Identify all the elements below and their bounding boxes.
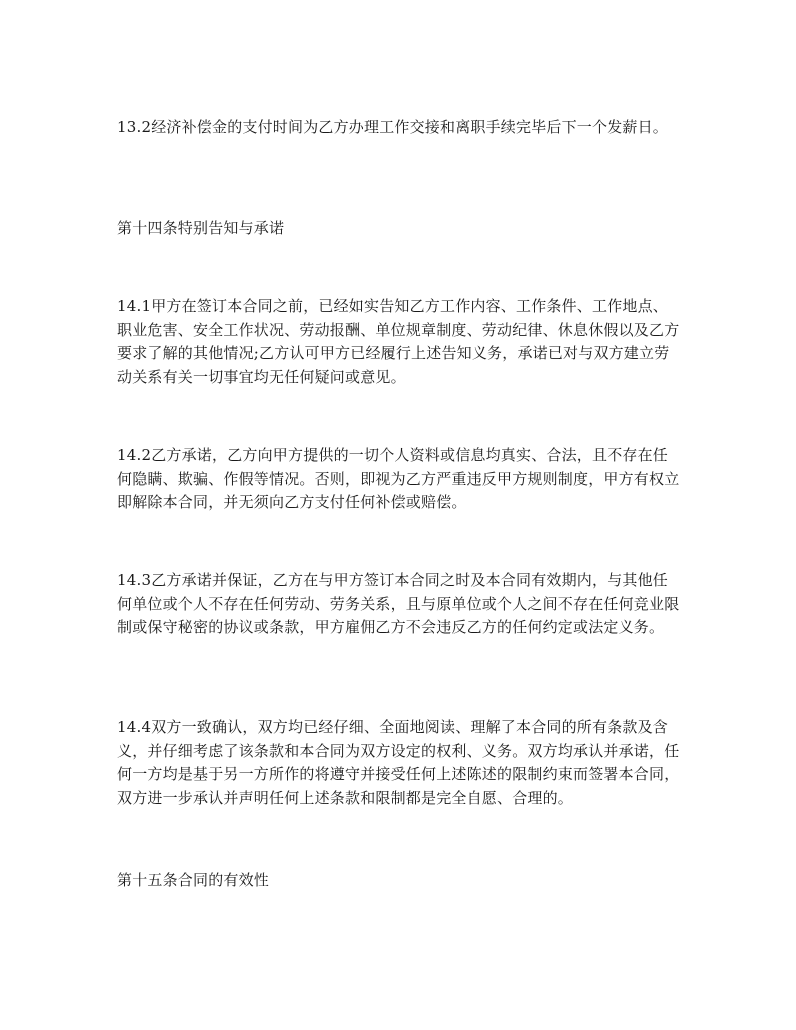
clause-14-4-paragraph: 14.4双方一致确认，双方均已经仔细、全面地阅读、理解了本合同的所有条款及含义，并仔细考虑了该条款和本合同为双方设定的权利、义务。双方均承认并承诺，任何一方均是基于另一方所作的将遵守并接受任何上述陈述的限制约束而签署本合同，双方进一步承认并声明任何上述条款和限制都是完全自愿、合理的。: [117, 718, 680, 807]
clause-13-2-paragraph: 13.2经济补偿金的支付时间为乙方办理工作交接和离职手续完毕后下一个发薪日。: [117, 118, 669, 136]
clause-14-1-paragraph: 14.1甲方在签订本合同之前，已经如实告知乙方工作内容、工作条件、工作地点、职业危害、安全工作状况、劳动报酬、单位规章制度、劳动纪律、休息休假以及乙方要求了解的其他情况;乙方认可甲方已经履行上述告知义务，承诺已对与双方建立劳动关系有关一切事宜均无任何疑问或意见。: [117, 297, 680, 386]
article-15-heading: 第十五条合同的有效性: [117, 871, 270, 889]
article-14-heading: 第十四条特别告知与承诺: [117, 219, 285, 237]
clause-14-3-paragraph: 14.3乙方承诺并保证，乙方在与甲方签订本合同之时及本合同有效期内，与其他任何单位或个人不存在任何劳动、劳务关系，且与原单位或个人之间不存在任何竞业限制或保守秘密的协议或条款，甲方雇佣乙方不会违反乙方的任何约定或法定义务。: [117, 571, 680, 636]
clause-14-2-paragraph: 14.2乙方承诺，乙方向甲方提供的一切个人资料或信息均真实、合法，且不存在任何隐瞒、欺骗、作假等情况。否则，即视为乙方严重违反甲方规则制度，甲方有权立即解除本合同，并无须向乙方支付任何补偿或赔偿。: [117, 446, 680, 511]
